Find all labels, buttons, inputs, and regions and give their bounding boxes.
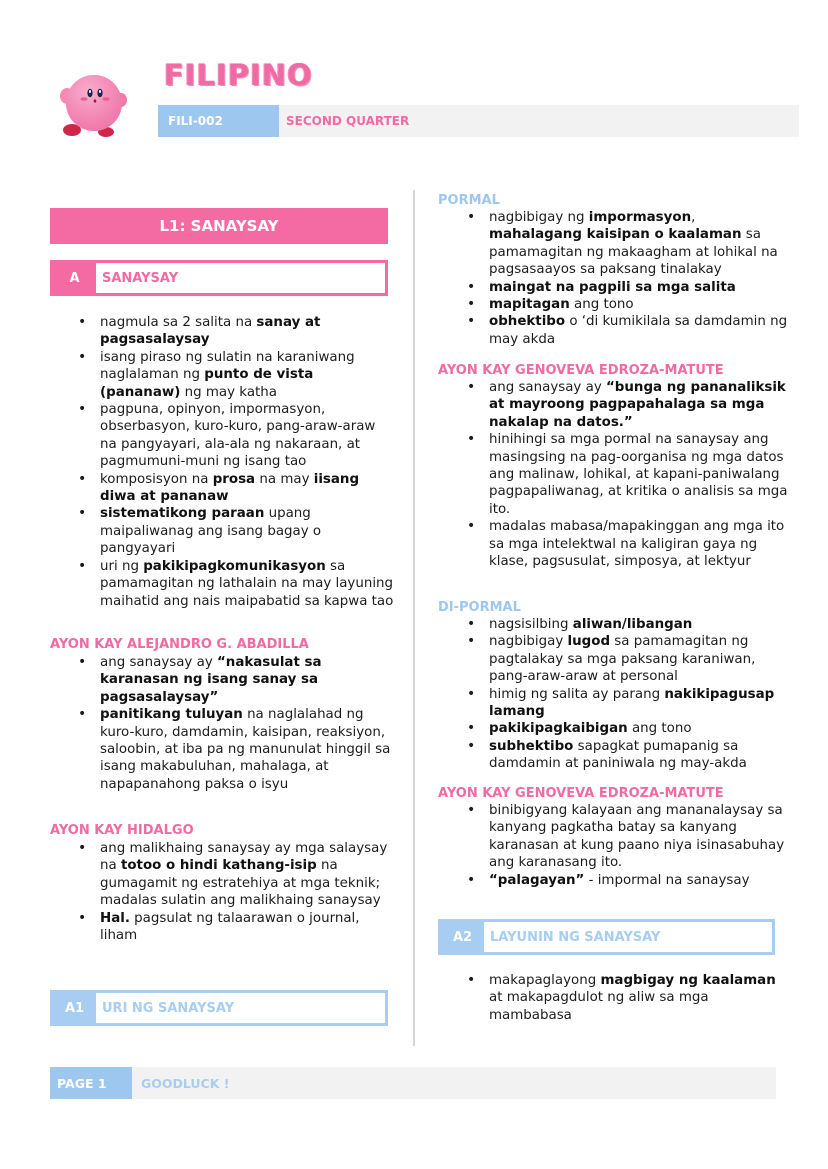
bullet-item: • maingat na pagpili sa mga salita: [489, 279, 788, 296]
page-number: PAGE 1: [50, 1067, 132, 1099]
header-bar: [158, 105, 799, 137]
section-a2-header: [438, 919, 775, 955]
bullet-item: • binibigyang kalayaan ang mananalaysay sa kanyang pagkatha batay sa kanyang karanasan at kung paano niya isinasabuhay ang karanasang ito.: [489, 802, 788, 872]
bullet-item: • ang sanaysay ay “bunga ng pananaliksik at mayroong pagpapahalaga sa mga nakalap na datos.”: [489, 379, 788, 431]
section-tag: A: [53, 263, 96, 293]
subheading: DI-PORMAL: [438, 600, 521, 615]
footer-bar: [50, 1067, 776, 1099]
section-a-header: [50, 260, 388, 296]
bullet-item: • komposisyon na prosa na may iisang diwa at pananaw: [100, 471, 396, 506]
subheading: PORMAL: [438, 193, 500, 208]
bullet-item: • nagbibigay lugod sa pamamagitan ng pagtalakay sa mga paksang karaniwan, pang-araw-araw at personal: [489, 633, 788, 685]
bullet-list: [438, 802, 788, 889]
course-code: FILI-002: [158, 105, 279, 137]
section-label: URI NG SANAYSAY: [96, 993, 385, 1023]
bullet-item: • obhektibo o ‘di kumikilala sa damdamin ng may akda: [489, 313, 788, 348]
matute-pormal-block: [438, 362, 788, 570]
bullet-list: [50, 654, 400, 793]
kirby-mascot-icon: [60, 72, 128, 138]
section-tag: A1: [53, 993, 96, 1023]
bullet-item: • nagbibigay ng impormasyon, mahalagang kaisipan o kaalaman sa pamamagitan ng makaagham at lohikal na pagsasaayos sa paksang tinalakay: [489, 209, 788, 279]
bullet-item: • pakikipagkaibigan ang tono: [489, 720, 788, 737]
bullet-item: • himig ng salita ay parang nakikipagusap lamang: [489, 686, 788, 721]
bullet-item: • subhektibo sapagkat pumapanig sa damdamin at paniniwala ng may-akda: [489, 738, 788, 773]
subheading: AYON KAY GENOVEVA EDROZA-MATUTE: [438, 786, 724, 801]
section-a1-header: [50, 990, 388, 1026]
bullet-item: • “palagayan” - impormal na sanaysay: [489, 872, 788, 889]
bullet-item: • Hal. pagsulat ng talaarawan o journal, liham: [100, 910, 400, 945]
bullet-item: • mapitagan ang tono: [489, 296, 788, 313]
bullet-item: • makapaglayong magbigay ng kaalaman at makapagdulot ng aliw sa mga mambabasa: [489, 972, 789, 1024]
section-label: SANAYSAY: [96, 263, 385, 293]
subheading: AYON KAY HIDALGO: [50, 823, 194, 838]
section-a2-list: [489, 972, 789, 1024]
bullet-item: • pagpuna, opinyon, impormasyon, obserbasyon, kuro-kuro, pang-araw-araw na pangyayari, ala-ala ng nakaraan, at pagmumuni-muni ng isang tao: [100, 401, 396, 471]
bullet-list: [438, 616, 788, 773]
section-tag: A2: [441, 922, 484, 952]
subheading: AYON KAY ALEJANDRO G. ABADILLA: [50, 637, 309, 652]
pormal-block: [438, 192, 788, 348]
lesson-title: L1: SANAYSAY: [50, 208, 388, 244]
page-title: FILIPINO: [164, 58, 313, 92]
bullet-item: • hinihingi sa mga pormal na sanaysay ang masingsing na pag-oorganisa ng mga datos ang malinaw, lohikal, at kapani-paniwalang pagpapaliwanag, at kritika o analisis sa mga ito.: [489, 431, 788, 518]
bullet-list: [50, 840, 400, 944]
quarter-label: SECOND QUARTER: [286, 114, 410, 128]
section-label: LAYUNIN NG SANAYSAY: [484, 922, 772, 952]
subheading: AYON KAY GENOVEVA EDROZA-MATUTE: [438, 363, 724, 378]
bullet-item: • sistematikong paraan upang maipaliwanag ang isang bagay o pangyayari: [100, 505, 396, 557]
bullet-list: [438, 209, 788, 348]
bullet-item: • panitikang tuluyan na naglalahad ng kuro-kuro, damdamin, kaisipan, reaksiyon, saloobin, at iba pa ng manunulat hinggil sa isang makabuluhan, mahalaga, at napapanahong paksa o isyu: [100, 706, 400, 793]
abadilla-block: [50, 636, 400, 793]
bullet-item: • isang piraso ng sulatin na karaniwang naglalaman ng punto de vista (pananaw) ng may katha: [100, 349, 396, 401]
bullet-item: • ang malikhaing sanaysay ay mga salaysay na totoo o hindi kathang-isip na gumagamit ng estratehiya at mga teknik; madalas sulatin ang malikhaing sanaysay: [100, 840, 400, 910]
section-a-list: [100, 314, 396, 610]
hidalgo-block: [50, 822, 400, 944]
bullet-item: • ang sanaysay ay “nakasulat sa karanasan ng isang sanay sa pagsasalaysay”: [100, 654, 400, 706]
footer-message: GOODLUCK !: [141, 1075, 230, 1091]
bullet-item: • nagmula sa 2 salita na sanay at pagsasalaysay: [100, 314, 396, 349]
bullet-list: [438, 379, 788, 570]
column-divider: [413, 190, 415, 1046]
di-pormal-block: [438, 599, 788, 773]
bullet-item: • uri ng pakikipagkomunikasyon sa pamamagitan ng lathalain na may layuning maihatid ang nais maipabatid sa kapwa tao: [100, 558, 396, 610]
matute-dipormal-block: [438, 785, 788, 889]
bullet-item: • madalas mabasa/mapakinggan ang mga ito sa mga intelektwal na kaligiran gaya ng klase, pagsusulat, simposya, at lektyur: [489, 518, 788, 570]
bullet-item: • nagsisilbing aliwan/libangan: [489, 616, 788, 633]
